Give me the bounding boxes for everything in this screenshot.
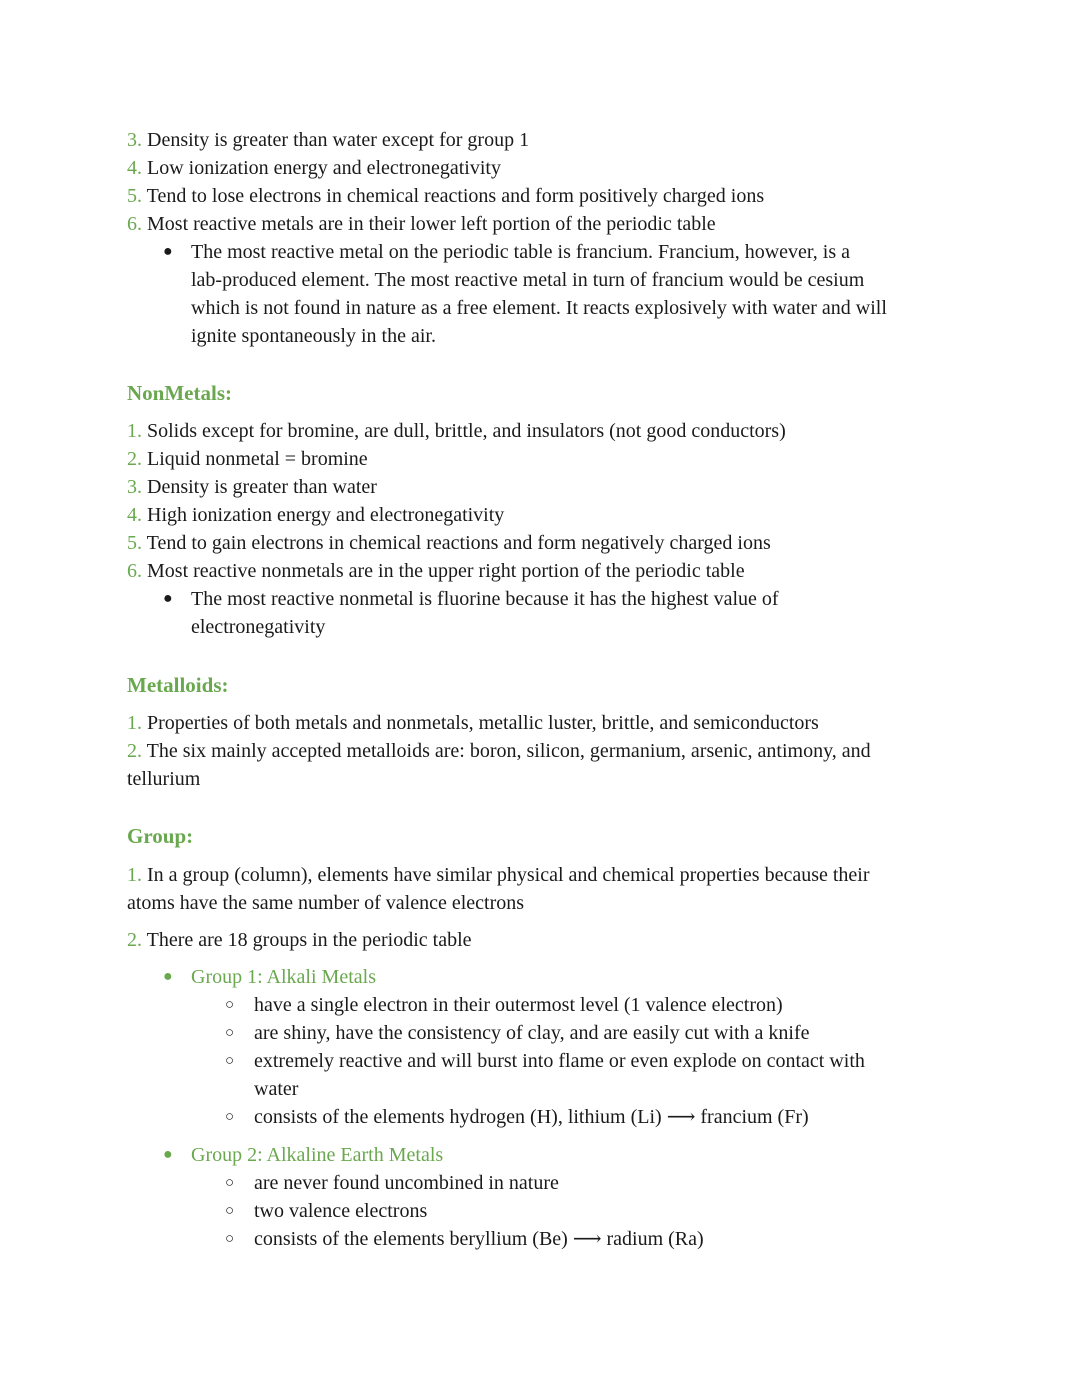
metalloids-section xyxy=(127,671,927,699)
list-item: 4. Low ionization energy and electronegativity xyxy=(127,157,501,179)
sub-list-item: ○ are shiny, have the consistency of clay, and are easily cut with a knife xyxy=(127,1019,987,1047)
circle-bullet-icon: ○ xyxy=(225,1203,235,1219)
list-item: 1. In a group (column), elements have similar physical and chemical properties because their xyxy=(127,864,870,886)
list-item-continuation: tellurium xyxy=(127,768,201,790)
group2-block xyxy=(127,1141,987,1253)
circle-bullet-icon: ○ xyxy=(225,1175,235,1191)
list-item: 1. Properties of both metals and nonmetals, metallic luster, brittle, and semiconductors xyxy=(127,712,819,734)
group-list-item-1 xyxy=(127,861,927,917)
group1-title: Group 1: Alkali Metals xyxy=(191,966,376,988)
list-item-continuation: atoms have the same number of valence electrons xyxy=(127,892,525,914)
list-item: 6. Most reactive nonmetals are in the upper right portion of the periodic table xyxy=(127,560,745,582)
bullet-item xyxy=(127,1141,987,1169)
sub-list-item: ○ consists of the elements beryllium (Be) ⟶ radium (Ra) xyxy=(127,1225,987,1253)
sub-list-item-continuation: water xyxy=(254,1078,299,1100)
bullet-icon: ● xyxy=(163,1146,173,1163)
section-heading: Group: xyxy=(127,824,194,848)
list-item: 2. There are 18 groups in the periodic table xyxy=(127,929,472,951)
bullet-item xyxy=(127,963,987,991)
metals-properties-list xyxy=(127,126,927,350)
section-heading: NonMetals: xyxy=(127,381,232,405)
list-item: 2. The six mainly accepted metalloids are: boron, silicon, germanium, arsenic, antimony, and xyxy=(127,740,871,762)
nonmetals-section xyxy=(127,379,927,407)
list-item: 3. Density is greater than water xyxy=(127,476,377,498)
nonmetals-list xyxy=(127,417,927,641)
circle-bullet-icon: ○ xyxy=(225,1231,235,1247)
bullet-icon: ● xyxy=(163,590,173,607)
group-section xyxy=(127,822,927,850)
list-item: 5. Tend to lose electrons in chemical reactions and form positively charged ions xyxy=(127,185,765,207)
circle-bullet-icon: ○ xyxy=(225,1025,235,1041)
circle-bullet-icon: ○ xyxy=(225,1053,235,1069)
list-item: 6. Most reactive metals are in their lower left portion of the periodic table xyxy=(127,213,716,235)
sub-list-item: ○ extremely reactive and will burst into flame or even explode on contact with xyxy=(127,1047,987,1075)
list-item: 3. Density is greater than water except for group 1 xyxy=(127,129,530,151)
group2-title: Group 2: Alkaline Earth Metals xyxy=(191,1144,444,1166)
sub-list-item: ○ two valence electrons xyxy=(127,1197,987,1225)
circle-bullet-icon: ○ xyxy=(225,997,235,1013)
bullet-icon: ● xyxy=(163,243,173,260)
section-heading: Metalloids: xyxy=(127,673,229,697)
sub-list-item: ○ have a single electron in their outermost level (1 valence electron) xyxy=(127,991,987,1019)
sub-list-item: ○ consists of the elements hydrogen (H), lithium (Li) ⟶ francium (Fr) xyxy=(127,1103,987,1131)
bullet-icon: ● xyxy=(163,968,173,985)
sub-list-item: ○ are never found uncombined in nature xyxy=(127,1169,987,1197)
list-item: 1. Solids except for bromine, are dull, brittle, and insulators (not good conductors) xyxy=(127,420,786,442)
metalloids-list xyxy=(127,709,927,793)
group-list-item-2 xyxy=(127,926,927,954)
bullet-item: ● The most reactive nonmetal is fluorine because it has the highest value of electronegativity xyxy=(127,585,927,641)
circle-bullet-icon: ○ xyxy=(225,1109,235,1125)
list-item: 2. Liquid nonmetal = bromine xyxy=(127,448,368,470)
group1-block xyxy=(127,963,987,1131)
list-item: 4. High ionization energy and electronegativity xyxy=(127,504,505,526)
list-item: 5. Tend to gain electrons in chemical reactions and form negatively charged ions xyxy=(127,532,771,554)
bullet-item: ● The most reactive metal on the periodic table is francium. Francium, however, is a lab-produced element. The most reactive metal in turn of francium would be cesium which is not found in nature as a free element. It reacts explosively with water and will ignite spontaneously in the air. xyxy=(127,238,927,350)
